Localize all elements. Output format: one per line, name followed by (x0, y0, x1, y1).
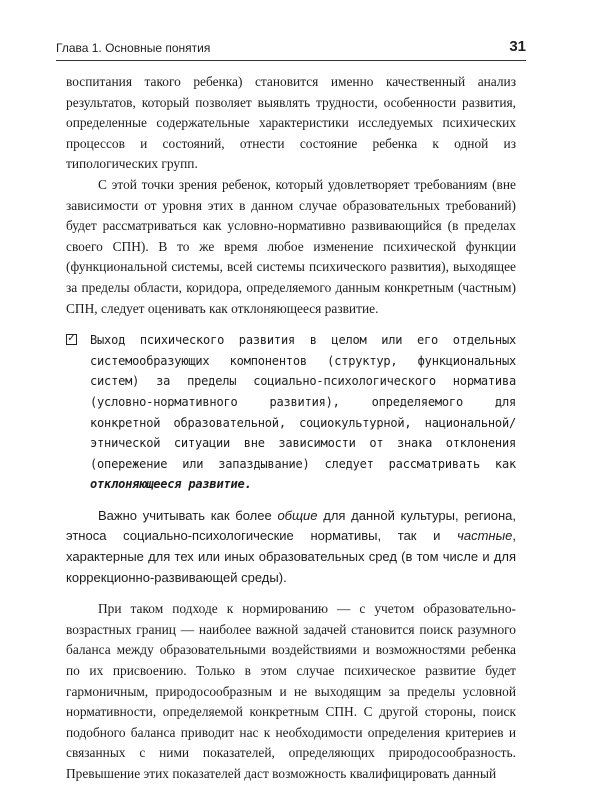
page-header (56, 38, 526, 58)
paragraph-3 (66, 506, 516, 588)
page-number: 31 (509, 38, 526, 55)
note-emphasis: отклоняющееся развитие. (90, 477, 252, 492)
paragraph-2: С этой точки зрения ребенок, который удовлетворяет требованиям (вне зависимости от уровня этих в данном случае образовательных требований) будет рассматриваться как условно-нормативно развивающийся (в пределах своего СПН). В то же время любое изменение психической функции (функциональной системы, всей системы психического развития), выходящее за пределы области, коридора, определяемого данным конкретным (частным) СПН, следует оценивать как отклоняющееся развитие. (66, 176, 516, 316)
note-paragraph (90, 330, 516, 495)
p3-text-c: , характерные для тех или иных образовательных сред (в том числе и для коррекционно-развивающей среды). (66, 528, 516, 585)
p3-emphasis-particular: частные (457, 528, 513, 544)
p3-emphasis-general: общие (277, 507, 318, 523)
paragraph-4: При таком подходе к нормированию — с учетом образовательно-возрастных границ — наиболее важной задачей становится поиск разумного баланса между образовательными воздействиями и возможностями ребенка по их присвоению. Только в этом случае психическое развитие будет гармоничным, природосообразным и не выходящим за пределы условной нормативности, определяемой конкретным СПН. С другой стороны, поиск подобного баланса приводит нас к необходимости определения критериев и связанных с ними показателей, определяющих природосообразность. Превышение этих показателей даст возможность квалифицировать данный (66, 601, 516, 781)
p3-text-a: Важно учитывать как более (98, 507, 278, 523)
note-block (66, 330, 516, 495)
important-block (66, 506, 516, 588)
paragraph-1: воспитания такого ребенка) становится именно качественный анализ результатов, который позволяет выявлять трудности, особенности развития, определенные содержательные характеристики исследуемых психических процессов и состояний, отнести состояние ребенка к одной из типологических групп. (66, 74, 516, 172)
p3-text-b: для данной культуры, региона, этноса социально-психологические нормативы, так и (66, 507, 516, 544)
checked-box-icon: ✓ (67, 333, 76, 345)
note-text: Выход психического развития в целом или его отдельных системообразующих компонентов (структур, функциональных систем) за пределы социально-психологического норматива (условно-нормативного развития), определяемого для конкретной образовательной, социокультурной, национальной/этнической ситуации вне зависимости от знака отклонения (опережение или запаздывание) следует рассматривать как (90, 333, 516, 471)
chapter-title: Глава 1. Основные понятия (56, 41, 211, 55)
page-body (66, 72, 516, 785)
header-rule (56, 60, 526, 61)
